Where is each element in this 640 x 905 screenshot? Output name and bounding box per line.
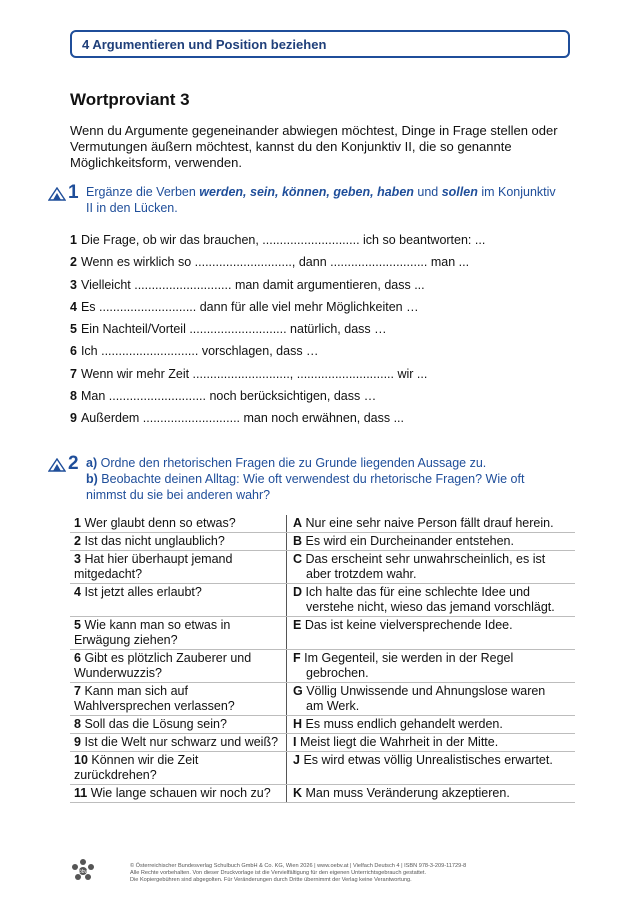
task-number: 1 [68, 182, 79, 203]
statement: J Es wird etwas völlig Unrealistisches erwartet. [287, 752, 576, 785]
publisher-logo [70, 858, 96, 884]
rhetorical-question: 3 Hat hier überhaupt jemand mitgedacht? [70, 551, 287, 584]
statement: H Es muss endlich gehandelt werden. [287, 716, 576, 734]
table-row [70, 551, 575, 584]
table-row [70, 752, 575, 785]
table-row [70, 734, 575, 752]
rhetorical-question: 2 Ist das nicht unglaublich? [70, 533, 287, 551]
rhetorical-question: 10 Können wir die Zeit zurückdrehen? [70, 752, 287, 785]
table-row [70, 617, 575, 650]
statement: E Das ist keine vielversprechende Idee. [287, 617, 576, 650]
task-instruction: Ergänze die Verben werden, sein, können, geben, haben und sollen im Konjunktiv II in den Lücken. [86, 185, 556, 215]
list-item: 4 Es ............................ dann für alle viel mehr Möglichkeiten … [70, 299, 419, 314]
logo-text: öbv [78, 869, 88, 875]
rhetorical-question: 6 Gibt es plötzlich Zauberer und Wunderwuzzis? [70, 650, 287, 683]
statement: G Völlig Unwissende und Ahnungslose waren am Werk. [287, 683, 576, 716]
table-row [70, 584, 575, 617]
list-item: 1 Die Frage, ob wir das brauchen, ............................ ich so beantworten: ... [70, 233, 486, 247]
rhetorical-question: 9 Ist die Welt nur schwarz und weiß? [70, 734, 287, 752]
list-item: 7 Wenn wir mehr Zeit ............................, ............................ wir ... [70, 366, 428, 381]
list-item: 8 Man ............................ noch berücksichtigen, dass … [70, 389, 377, 404]
matching-table [70, 515, 575, 803]
rhetorical-question: 11 Wie lange schauen wir noch zu? [70, 785, 287, 803]
rhetorical-question: 7 Kann man sich auf Wahlversprechen verlassen? [70, 683, 287, 716]
list-item: 5 Ein Nachteil/Vorteil ............................ natürlich, dass … [70, 322, 387, 337]
statement: D Ich halte das für eine schlechte Idee und verstehe nicht, wieso das jemand vorschlägt. [287, 584, 576, 617]
list-item: 9 Außerdem ............................ man noch erwähnen, dass ... [70, 411, 405, 426]
task-number: 2 [68, 453, 79, 474]
list-item: 6 Ich ............................ vorschlagen, dass … [70, 344, 319, 359]
statement: C Das erscheint sehr unwahrscheinlich, es ist aber trotzdem wahr. [287, 551, 576, 584]
sentence-list [70, 229, 570, 430]
statement: A Nur eine sehr naive Person fällt drauf herein. [287, 515, 576, 533]
statement: K Man muss Veränderung akzeptieren. [287, 785, 576, 803]
table-row [70, 533, 575, 551]
list-item: 2 Wenn es wirklich so ............................, dann ............................ man ... [70, 255, 470, 270]
statement: F Im Gegenteil, sie werden in der Regel gebrochen. [287, 650, 576, 683]
table-row [70, 515, 575, 533]
difficulty-triangle-icon [48, 187, 66, 201]
statement: B Es wird ein Durcheinander entstehen. [287, 533, 576, 551]
intro-paragraph: Wenn du Argumente gegeneinander abwiegen möchtest, Dinge in Frage stellen oder Vermutungen äußern möchtest, kannst du den Konjunktiv II, die so genannte Möglichkeitsform, verwenden. [70, 123, 558, 170]
difficulty-triangle-icon [48, 458, 66, 472]
statement: I Meist liegt die Wahrheit in der Mitte. [287, 734, 576, 752]
table-row [70, 650, 575, 683]
rhetorical-question: 1 Wer glaubt denn so etwas? [70, 515, 287, 533]
footer-copyright: © Österreichischer Bundesverlag Schulbuch GmbH & Co. KG, Wien 2026 | www.oebv.at | Vielfach Deutsch 4 | ISBN 978-3-209-11729-8 Alle Rechte vorbehalten. Von dieser Druckvorlage ist die Vervielfältigung für den eigenen Unterrichtsgebrauch gestattet. Die Kopiergebühren sind abgegolten. Für Veränderungen durch Dritte übernimmt der Verlag keine Verantwortung. [130, 863, 467, 884]
table-row [70, 716, 575, 734]
page-title: Wortproviant 3 [70, 90, 190, 109]
chapter-title: 4 Argumentieren und Position beziehen [82, 37, 327, 52]
list-item: 3 Vielleicht ............................ man damit argumentieren, dass ... [70, 277, 425, 292]
rhetorical-question: 8 Soll das die Lösung sein? [70, 716, 287, 734]
chapter-header [70, 30, 570, 58]
rhetorical-question: 4 Ist jetzt alles erlaubt? [70, 584, 287, 617]
table-row [70, 785, 575, 803]
table-row [70, 683, 575, 716]
task-instruction: a) Ordne den rhetorischen Fragen die zu Grunde liegenden Aussage zu. b) Beobachte deinen Alltag: Wie oft verwendest du rhetorische Fragen? Wie oft nimmst du sie bei anderen wahr? [86, 456, 525, 502]
rhetorical-question: 5 Wie kann man so etwas in Erwägung ziehen? [70, 617, 287, 650]
